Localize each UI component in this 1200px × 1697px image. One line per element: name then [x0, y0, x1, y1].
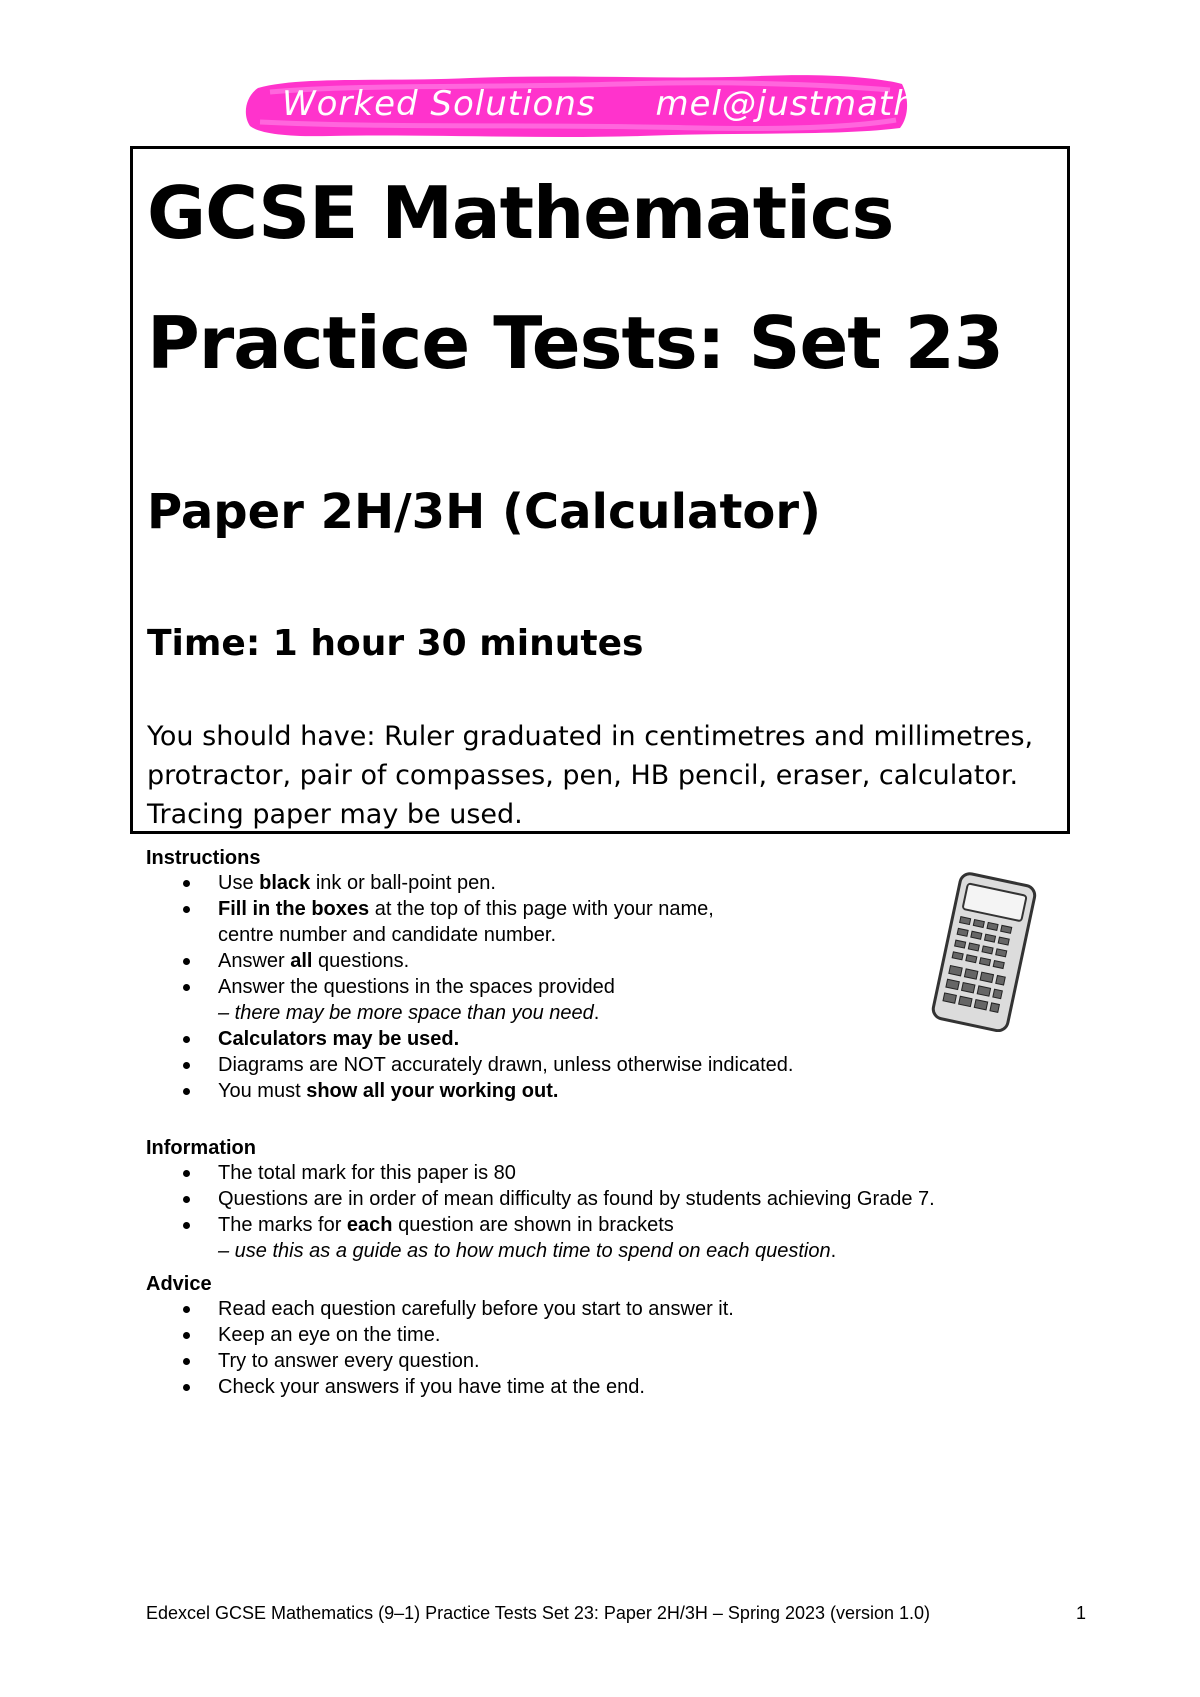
- advice-heading: Advice: [146, 1273, 212, 1295]
- equipment-line-3: Tracing paper may be used.: [147, 799, 523, 830]
- advice-list: [146, 1296, 1146, 1400]
- information-list: [146, 1160, 1146, 1264]
- calculator-icon: [928, 872, 1038, 1037]
- list-item: Answer all questions.: [218, 948, 1146, 974]
- title-line-2: Practice Tests: Set 23: [147, 301, 1003, 385]
- list-item: The marks for each question are shown in brackets – use this as a guide as to how much time to spend on each question.: [218, 1212, 1146, 1264]
- list-item: Check your answers if you have time at the end.: [218, 1374, 1146, 1400]
- equipment-line-2: protractor, pair of compasses, pen, HB pencil, eraser, calculator.: [147, 760, 1019, 791]
- list-item: Questions are in order of mean difficulty as found by students achieving Grade 7.: [218, 1186, 1146, 1212]
- equipment-line-1: You should have: Ruler graduated in centimetres and millimetres,: [147, 721, 1034, 752]
- list-item: Read each question carefully before you start to answer it.: [218, 1296, 1146, 1322]
- list-item: You must show all your working out.: [218, 1078, 1146, 1104]
- title-box: [130, 146, 1070, 834]
- time-allowed: Time: 1 hour 30 minutes: [147, 623, 644, 664]
- list-item: The total mark for this paper is 80: [218, 1160, 1146, 1186]
- list-item: Fill in the boxes at the top of this page with your name, centre number and candidate number.: [218, 896, 1146, 948]
- information-heading: Information: [146, 1137, 256, 1159]
- list-item: Keep an eye on the time.: [218, 1322, 1146, 1348]
- list-item: Use black ink or ball-point pen.: [218, 870, 1146, 896]
- banner-label: Worked Solutions: [282, 84, 596, 124]
- page-footer: [146, 1603, 1086, 1624]
- list-item: Answer the questions in the spaces provided – there may be more space than you need.: [218, 974, 1146, 1026]
- information-section: [146, 1136, 1146, 1264]
- list-item: Try to answer every question.: [218, 1348, 1146, 1374]
- equipment-note: [147, 717, 1047, 834]
- page-number: 1: [1075, 1603, 1086, 1623]
- list-item: Calculators may be used.: [218, 1026, 1146, 1052]
- instructions-heading: Instructions: [146, 847, 261, 869]
- paper-title: Paper 2H/3H (Calculator): [147, 484, 821, 540]
- footer-text: Edexcel GCSE Mathematics (9–1) Practice Tests Set 23: Paper 2H/3H – Spring 2023 (version 1.0): [146, 1603, 931, 1623]
- list-item: Diagrams are NOT accurately drawn, unless otherwise indicated.: [218, 1052, 1146, 1078]
- banner-email: mel@justmaths.co.uk: [655, 84, 1043, 124]
- worked-solutions-banner: [240, 70, 1043, 140]
- title-line-1: GCSE Mathematics: [147, 171, 894, 255]
- advice-section: [146, 1272, 1146, 1400]
